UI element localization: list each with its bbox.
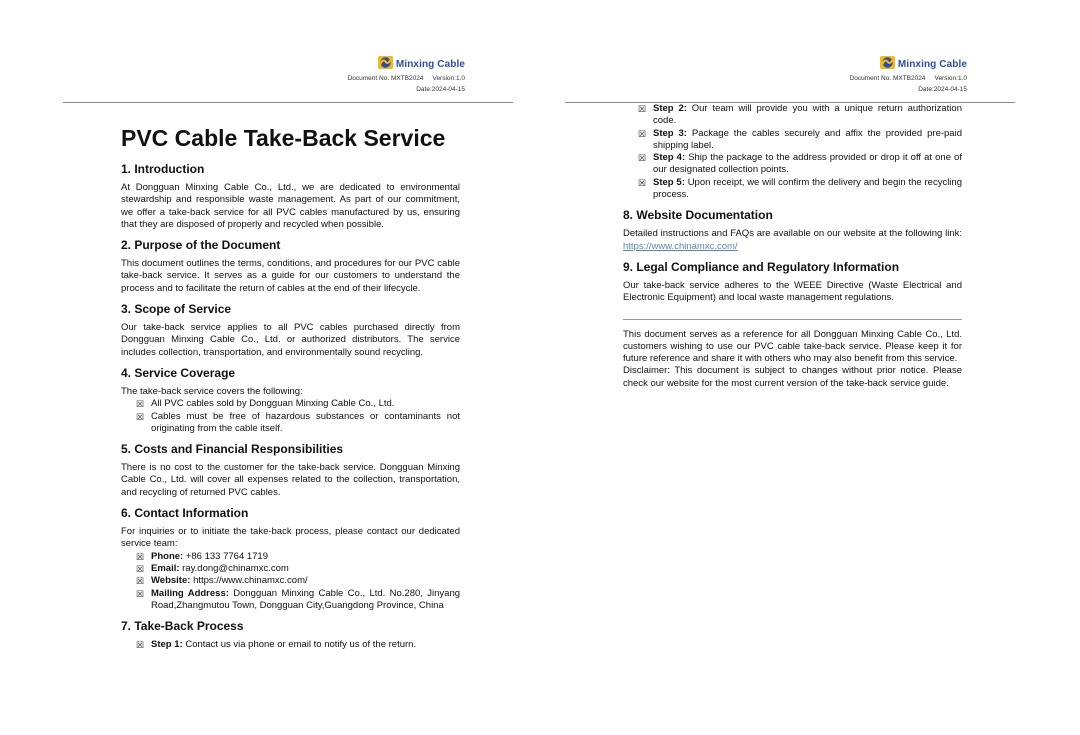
paragraph-contact-intro: For inquiries or to initiate the take-back process, please contact our dedicated service team:	[121, 526, 460, 550]
list-item	[121, 411, 460, 436]
list-item	[121, 639, 460, 651]
list-item	[121, 551, 460, 563]
paragraph-introduction: At Dongguan Minxing Cable Co., Ltd., we are dedicated to environmental stewardship and responsible waste management. As part of our commitment, we offer a take-back service for all PVC cables manufactured by us, ensuring that they are disposed of properly and recycled when possible.	[121, 182, 460, 230]
section-heading-website-documentation: 8. Website Documentation	[623, 208, 773, 223]
page-1-content	[121, 124, 460, 651]
closing-divider	[623, 319, 962, 320]
step-label: Step 2:	[653, 103, 687, 114]
list-item	[121, 588, 460, 613]
paragraph-website-documentation	[623, 228, 962, 253]
checkbox-glyph-icon: ☒	[136, 411, 145, 422]
checkbox-glyph-icon: ☒	[136, 551, 145, 562]
step-label: Step 1:	[151, 639, 183, 651]
header-rule	[63, 102, 513, 103]
section-heading-introduction: 1. Introduction	[121, 162, 205, 176]
page-title: PVC Cable Take-Back Service	[121, 125, 446, 151]
coverage-list	[121, 398, 460, 435]
paragraph-closing-reference: This document serves as a reference for all Dongguan Minxing Cable Co., Ltd. customers wishing to use our PVC cable take-back service. Please keep it for future reference and share it with others who may also benefit from this service.	[623, 328, 962, 365]
paragraph-disclaimer: Disclaimer: This document is subject to changes without prior notice. Please check our website for the most current version of the take-back service guide.	[623, 365, 962, 389]
process-list-page2	[623, 103, 962, 201]
checkbox-glyph-icon: ☒	[638, 128, 647, 139]
step-label: Step 3:	[653, 127, 687, 139]
document-number: Document No. MXTB2024	[347, 75, 424, 82]
process-list-page1	[121, 639, 460, 651]
step-label: Step 5:	[653, 176, 685, 188]
page-1	[63, 0, 513, 651]
document-version: Version:1.0	[432, 75, 465, 82]
contact-label-email: Email:	[151, 562, 180, 574]
paragraph-scope: Our take-back service applies to all PVC cables purchased directly from Dongguan Minxing Cable Co., Ltd. or authorized distributors. The service includes collection, transportation, and environmentally sound recycling.	[121, 322, 460, 358]
website-link[interactable]: https://www.chinamxc.com/	[623, 240, 738, 252]
step-text: Contact us via phone or email to notify us of the return.	[185, 639, 417, 651]
checkbox-glyph-icon: ☒	[136, 563, 145, 574]
contact-label-website: Website:	[151, 575, 191, 587]
checkbox-glyph-icon: ☒	[638, 104, 647, 114]
checkbox-glyph-icon: ☒	[638, 153, 647, 164]
contact-label-phone: Phone:	[151, 550, 184, 562]
page-2	[565, 0, 1015, 390]
company-name: Minxing Cable	[395, 59, 465, 70]
section-heading-scope: 3. Scope of Service	[121, 302, 232, 317]
checkbox-glyph-icon: ☒	[136, 640, 145, 651]
checkbox-glyph-icon: ☒	[136, 399, 145, 410]
list-item	[623, 177, 962, 202]
page-2-content	[623, 103, 962, 390]
step-text: Ship the package to the address provided or drop it off at one of our designated collection points.	[653, 152, 962, 176]
list-item	[121, 563, 460, 575]
page-header	[63, 57, 513, 94]
contact-list	[121, 551, 460, 612]
list-item	[623, 152, 962, 177]
document-number: Document No. MXTB2024	[849, 75, 926, 82]
contact-value-phone: +86 133 7764 1719	[185, 550, 268, 562]
page-header	[565, 57, 1015, 94]
section-heading-coverage: 4. Service Coverage	[121, 365, 236, 380]
checkbox-glyph-icon: ☒	[136, 576, 145, 587]
website-doc-text: Detailed instructions and FAQs are available on our website at the following link:	[623, 228, 962, 240]
step-text: Upon receipt, we will confirm the delivery and begin the recycling process.	[653, 176, 962, 201]
document-version: Version:1.0	[934, 75, 967, 82]
section-heading-purpose: 2. Purpose of the Document	[121, 238, 281, 253]
brand-line	[565, 57, 967, 72]
section-heading-legal: 9. Legal Compliance and Regulatory Information	[623, 259, 900, 274]
list-item	[121, 398, 460, 410]
company-name: Minxing Cable	[897, 59, 967, 70]
list-item	[623, 103, 962, 128]
company-logo-icon	[880, 56, 895, 74]
checkbox-glyph-icon: ☒	[638, 177, 647, 188]
contact-value-address: Dongguan Minxing Cable Co., Ltd. No.280, Jinyang Road,Zhangmutou Town, Dongguan City,Guangdong Province, China	[151, 587, 461, 611]
paragraph-costs: There is no cost to the customer for the take-back service. Dongguan Minxing Cable Co., Ltd. will cover all expenses related to the collection, transportation, and recycling of returned PVC cables.	[121, 462, 460, 498]
section-heading-process: 7. Take-Back Process	[121, 619, 244, 634]
brand-line	[63, 57, 465, 72]
coverage-item-text: All PVC cables sold by Dongguan Minxing Cable Co., Ltd.	[151, 398, 395, 410]
contact-value-email: ray.dong@chinamxc.com	[182, 562, 289, 574]
paragraph-legal: Our take-back service adheres to the WEEE Directive (Waste Electrical and Electronic Equipment) and local waste management regulations.	[623, 279, 962, 304]
list-item	[623, 128, 962, 153]
step-label: Step 4:	[653, 152, 686, 164]
paragraph-coverage-intro: The take-back service covers the following:	[121, 385, 303, 397]
document-meta	[565, 74, 967, 83]
section-heading-contact: 6. Contact Information	[121, 506, 249, 521]
checkbox-glyph-icon: ☒	[136, 588, 145, 599]
paragraph-purpose: This document outlines the terms, conditions, and procedures for our PVC cable take-back service. It serves as a guide for our customers to understand the process and to facilitate the return of cables at the end of their lifecycle.	[121, 258, 460, 294]
document-date: Date:2024-04-15	[918, 86, 967, 93]
step-text: Package the cables securely and affix the provided pre-paid shipping label.	[653, 127, 962, 151]
document-date: Date:2024-04-15	[416, 86, 465, 93]
contact-label-address: Mailing Address:	[151, 587, 229, 599]
coverage-item-text: Cables must be free of hazardous substances or contaminants not originating from the cable itself.	[151, 410, 460, 434]
step-text: Our team will provide you with a unique return authorization code.	[653, 103, 962, 127]
section-heading-costs: 5. Costs and Financial Responsibilities	[121, 442, 344, 457]
document-meta	[63, 74, 465, 83]
list-item	[121, 575, 460, 587]
company-logo-icon	[378, 56, 393, 74]
contact-value-website: https://www.chinamxc.com/	[193, 575, 308, 587]
